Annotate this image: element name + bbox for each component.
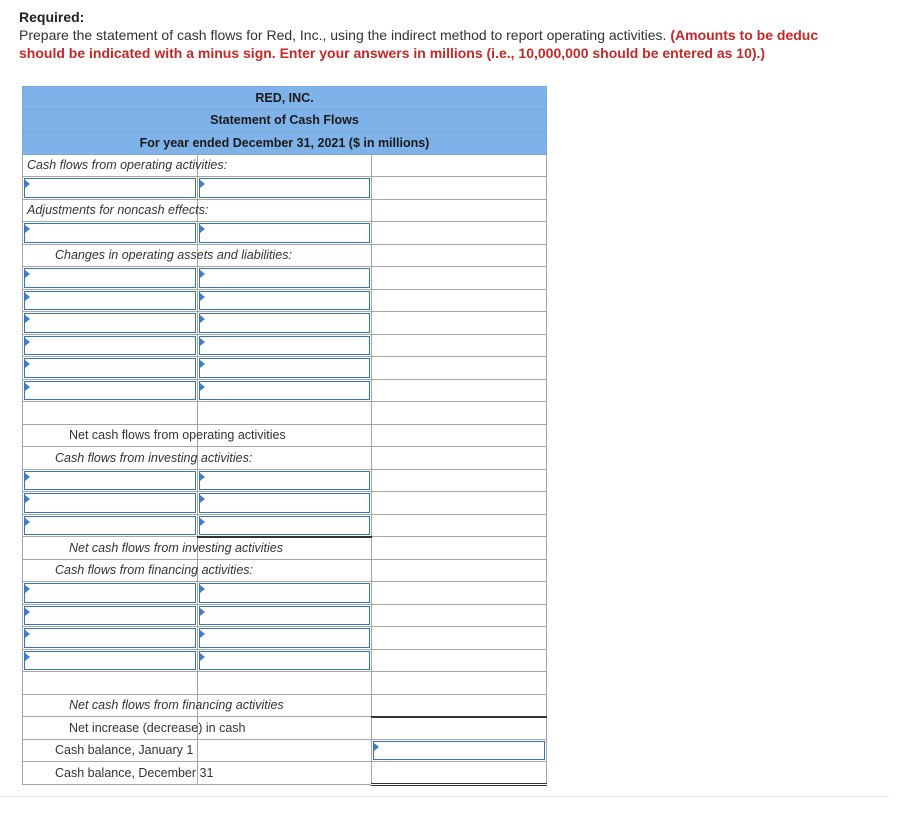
input-row — [23, 492, 547, 515]
input-row — [23, 514, 547, 537]
input-row — [23, 177, 547, 200]
amount-input[interactable] — [197, 267, 372, 290]
cash-dec31-total — [372, 762, 547, 785]
divider — [0, 796, 889, 797]
cash-dec31-label: Cash balance, December 31 — [23, 762, 198, 785]
amount-input[interactable] — [197, 222, 372, 245]
header-row-title — [23, 109, 547, 132]
input-row — [23, 222, 547, 245]
input-row — [23, 469, 547, 492]
line-item-select[interactable] — [23, 312, 198, 335]
amount-input[interactable] — [197, 649, 372, 672]
operating-activities-header: Cash flows from operating activities: — [23, 154, 198, 177]
blank-row — [23, 402, 547, 425]
section-row — [23, 154, 547, 177]
input-row — [23, 582, 547, 605]
input-row — [23, 267, 547, 290]
header-row-period — [23, 132, 547, 155]
line-item-select[interactable] — [23, 379, 198, 402]
required-label: Required: — [19, 9, 85, 25]
line-item-select[interactable] — [23, 222, 198, 245]
net-operating-label: Net cash flows from operating activities — [23, 424, 198, 447]
input-row — [23, 357, 547, 380]
input-row — [23, 379, 547, 402]
amount-input[interactable] — [197, 627, 372, 650]
instruction-line-1 — [19, 26, 899, 44]
net-operating-total — [372, 424, 547, 447]
line-item-select[interactable] — [23, 649, 198, 672]
net-financing-total — [372, 694, 547, 717]
net-financing-label: Net cash flows from financing activities — [23, 694, 198, 717]
total-row — [23, 424, 547, 447]
line-item-select[interactable] — [23, 582, 198, 605]
net-increase-total — [372, 717, 547, 740]
line-item-select[interactable] — [23, 604, 198, 627]
instruction-line-2: should be indicated with a minus sign. Enter your answers in millions (i.e., 10,000,000 should be entered as 10).) — [19, 45, 766, 61]
amount-input[interactable] — [197, 514, 372, 537]
line-item-select[interactable] — [23, 469, 198, 492]
statement-period: For year ended December 31, 2021 ($ in millions) — [23, 132, 547, 155]
amount-input[interactable] — [197, 582, 372, 605]
line-item-select[interactable] — [23, 514, 198, 537]
section-row — [23, 447, 547, 470]
total-row — [23, 694, 547, 717]
instructions — [19, 8, 899, 62]
company-name: RED, INC. — [23, 87, 547, 110]
blank-row — [23, 672, 547, 695]
amount-input[interactable] — [197, 492, 372, 515]
line-item-select[interactable] — [23, 289, 198, 312]
line-item-select[interactable] — [23, 357, 198, 380]
changes-header: Changes in operating assets and liabilities: — [23, 244, 198, 267]
amount-input[interactable] — [197, 379, 372, 402]
cash-flow-statement-table — [22, 86, 547, 786]
total-row — [23, 537, 547, 560]
total-row — [23, 717, 547, 740]
input-row — [23, 312, 547, 335]
investing-activities-header: Cash flows from investing activities: — [23, 447, 198, 470]
input-row — [23, 334, 547, 357]
line-item-select[interactable] — [23, 177, 198, 200]
financing-activities-header: Cash flows from financing activities: — [23, 559, 198, 582]
statement-title: Statement of Cash Flows — [23, 109, 547, 132]
section-row — [23, 559, 547, 582]
instruction-note-red: (Amounts to be deduc — [670, 27, 819, 43]
line-item-select[interactable] — [23, 334, 198, 357]
net-investing-label: Net cash flows from investing activities — [23, 537, 198, 560]
amount-input[interactable] — [197, 357, 372, 380]
amount-input[interactable] — [197, 312, 372, 335]
instruction-text: Prepare the statement of cash flows for Red, Inc., using the indirect method to report operating activities. — [19, 27, 671, 43]
net-increase-label: Net increase (decrease) in cash — [23, 717, 198, 740]
line-item-select[interactable] — [23, 627, 198, 650]
net-investing-total — [372, 537, 547, 560]
balance-row — [23, 739, 547, 762]
input-row — [23, 604, 547, 627]
amount-input[interactable] — [197, 469, 372, 492]
line-item-select[interactable] — [23, 267, 198, 290]
section-row — [23, 199, 547, 222]
amount-input[interactable] — [197, 334, 372, 357]
header-row-company — [23, 87, 547, 110]
section-row — [23, 244, 547, 267]
cash-jan1-label: Cash balance, January 1 — [23, 739, 198, 762]
adjustments-header: Adjustments for noncash effects: — [23, 199, 198, 222]
line-item-select[interactable] — [23, 492, 198, 515]
input-row — [23, 649, 547, 672]
cash-jan1-input[interactable] — [372, 739, 547, 762]
input-row — [23, 289, 547, 312]
amount-input[interactable] — [197, 289, 372, 312]
input-row — [23, 627, 547, 650]
amount-input[interactable] — [197, 604, 372, 627]
amount-input[interactable] — [197, 177, 372, 200]
balance-row — [23, 762, 547, 785]
